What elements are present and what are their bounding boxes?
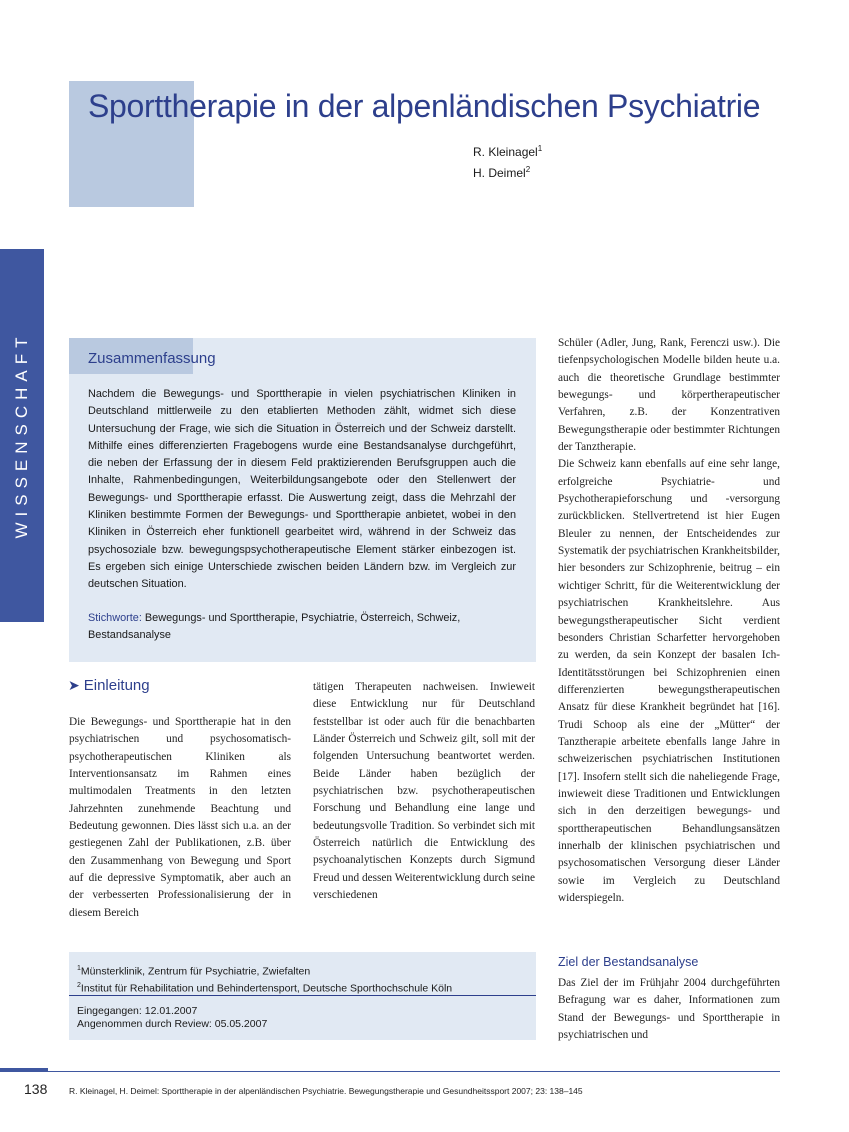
affiliation-item [77,962,452,979]
introduction-heading [68,677,150,694]
author-affil-mark: 1 [537,144,543,153]
footer-accent-bar [0,1068,48,1072]
author-affil-mark: 2 [525,165,531,174]
affiliation-mark: 1 [77,965,81,972]
author-list [473,140,542,182]
submission-dates [77,1005,267,1031]
author-name: R. Kleinagel [473,145,538,159]
section-side-label: WISSENSCHAFT [12,331,31,539]
article-title: Sporttherapie in der alpenländischen Psychiatrie [88,88,761,124]
paragraph: Schüler (Adler, Jung, Rank, Ferenczi usw.). Die tiefenpsychologischen Modelle bilden heute u.a. auch die theoretische Grundlage bestimmter bewegungs- und körpertherapeutischer Verfahren, z.B. der Konzentrativen Bewegungstherapie oder bestimmter Richtungen der Tanztherapie. [558,337,780,454]
paragraph: Die Schweiz kann ebenfalls auf eine sehr lange, erfolgreiche Psychiatrie- und Psychotherapieforschung und -versorgung zurückblicken. Stellvertretend ist hier Eugen Bleuler zu nennen, der Entscheidendes zur Systematik der psychiatrischen Krankheitsbilder, hier besonders zur Schizophrenie, beitrug – ein wichtiger Schritt, für die Weiterentwicklung der psychiatrischen Krankheitslehre. Aus bewegungstherapeutischer Sicht verdient besonders Christian Scharfetter hervorgehoben zu werden, da sein Konzept der basalen Ich-Identitätsstörungen bei Schizophrenien einen differenzierten bewegungstherapeutischen Ansatz für diese Krankheit begründet hat [16]. Trudi Schoop als eine der „Mütter“ der Tanztherapie arbeitete ebenfalls lange Jahre in schweizerischen psychiatrischen Institutionen [17]. Insofern stellt sich die naheliegende Frage, inwieweit diese Traditionen und Entwicklungen sich in den derzeitigen bewegungs- und sporttherapeutischen Behandlungsansätzen innerhalb der klinischen psychiatrischen und psychosomatischen Versorgung dieser Länder sowie im Vergleich zu Deutschland widerspiegeln. [558,458,780,904]
keywords-label: Stichworte: [88,612,142,624]
footer-divider [48,1071,780,1072]
body-column-2: tätigen Therapeuten nachweisen. Inwieweit diese Entwicklung nur für Deutschland feststellbar ist oder auch für die benachbarten Länder Österreich und Schweiz gilt, soll mit der folgenden Untersuchung beantwortet werden. Beide Länder haben bezüglich der psychiatrischen bzw. psychotherapeutischen Forschung und Behandlung eine lange und bedeutungsvolle Tradition. So verbindet sich mit Österreich natürlich die Entwicklung des psychoanalytischen Konzepts durch Sigmund Freud und dessen Weiterentwicklung durch seine verschiedenen [313,681,535,902]
abstract-text: Nachdem die Bewegungs- und Sporttherapie in vielen psychiatrischen Kliniken in Deutschland mittlerweile zu den etablierten Methoden zählt, widmet sich diese Untersuchung der Frage, wie sich die Situation in Österreich und der Schweiz darstellt. Mithilfe eines differenzierten Fragebogens wurde eine Bestandsanalyse durchgeführt, die neben der Erfassung der in diesem Feld praktizierenden Berufsgruppen auch die Inhalte, Rahmenbedingungen, Weiterbildungsangebote oder den Stellenwert der Bewegungs- und Sporttherapie erfasst. Die Auswertung zeigt, dass die Mehrzahl der Kliniken bestimmte Formen der Bewegungs- und Sporttherapie anbietet, wobei in den Kliniken in Österreich eher funktionell gearbeitet wird, während in der Schweiz das psychosoziale bzw. bewegungspsychotherapeutische Element stärker einbezogen ist. Es ergeben sich einige Unterschiede zwischen beiden Ländern bzw. im Vergleich zur deutschen Situation. [88,388,516,591]
goal-paragraph: Das Ziel der im Frühjahr 2004 durchgeführten Befragung war es daher, Informationen zum Stand der Bewegungs- und Sporttherapie in psychiatrischen und [558,977,780,1042]
author-2 [473,161,542,182]
goal-heading: Ziel der Bestandsanalyse [558,955,699,969]
keywords-text: Bewegungs- und Sporttherapie, Psychiatrie, Österreich, Schweiz, Bestandsanalyse [88,612,461,642]
accepted-date: Angenommen durch Review: 05.05.2007 [77,1018,268,1030]
affiliation-divider [69,995,536,996]
author-1 [473,140,542,161]
body-column-1: Die Bewegungs- und Sporttherapie hat in den psychiatrischen und psychosomatisch-psychotherapeutischen Kliniken als Interventionsansatz im Rahmen eines multimodalen Treatments in den letzten Jahrzehnten zunehmende Beachtung und Bedeutung gewonnen. Dies lässt sich u.a. an der gestiegenen Zahl der Publikationen, z.B. über den Zusammenhang von Bewegung und Sport auf die depressive Symptomatik, aber auch an der verbesserten Professionalisierung der in diesem Bereich [69,716,291,919]
introduction-heading-text: Einleitung [83,677,150,694]
keywords [88,610,516,645]
affiliation-text: Münsterklinik, Zentrum für Psychiatrie, Zwiefalten [80,965,311,978]
body-column-3 [558,335,780,907]
affiliation-text: Institut für Rehabilitation und Behindertensport, Deutsche Sporthochschule Köln [80,982,453,994]
author-name: H. Deimel [473,166,526,180]
affiliation-list [77,962,452,995]
footer-citation: R. Kleinagel, H. Deimel: Sporttherapie in der alpenländischen Psychiatrie. Bewegungstherapie und Gesundheitssport 2007; 23: 138–145 [69,1086,583,1096]
affiliation-item [77,979,452,996]
page-number: 138 [24,1081,48,1097]
received-date: Eingegangen: 12.01.2007 [77,1005,198,1017]
arrow-right-icon: ➤ [68,677,80,693]
affiliation-mark: 2 [77,981,81,989]
abstract-heading: Zusammenfassung [88,350,216,367]
